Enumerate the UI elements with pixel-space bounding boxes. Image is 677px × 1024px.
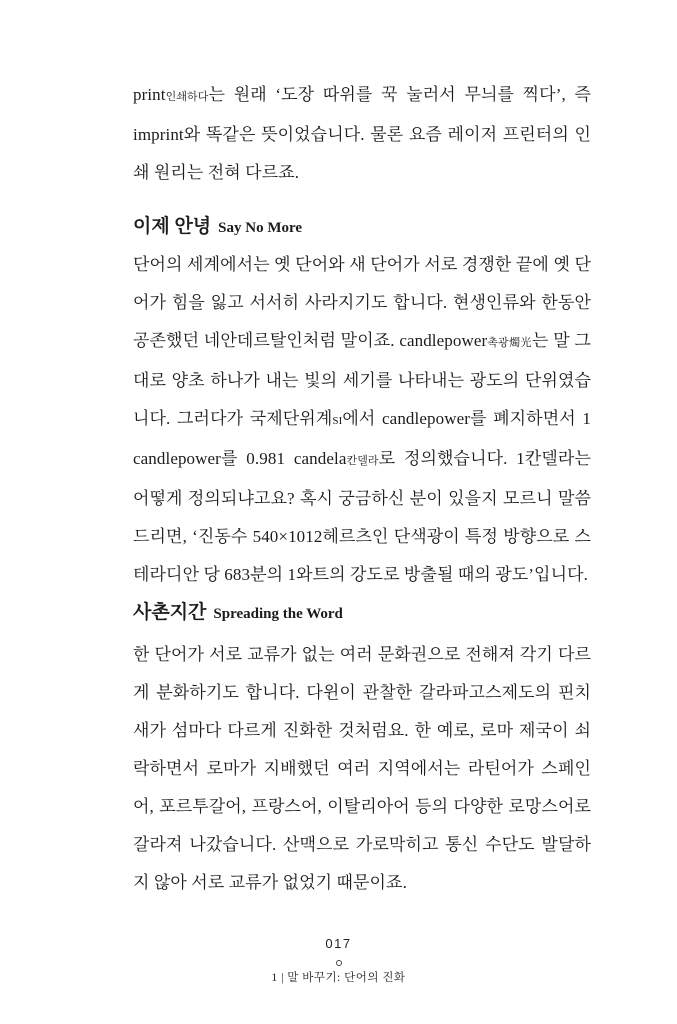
text-segment-latin: 0.981 candela bbox=[246, 449, 347, 468]
text-segment-small: 칸델라 bbox=[346, 455, 379, 467]
footer-page-number: 017 bbox=[325, 936, 352, 951]
footer-ornament-icon bbox=[336, 960, 342, 966]
section-heading-say-no-more bbox=[133, 212, 591, 243]
text-segment-normal: 한 단어가 서로 교류가 없는 여러 문화권으로 전해져 각기 다르게 분화하기도 합니다. 다윈이 관찰한 갈라파고스제도의 핀치 새가 섬마다 다르게 진화한 것처럼요. 한 예로, 로마 제국이 쇠락하면서 로마가 지배했던 여러 지역에서는 라틴어가 스페인어, 포르투갈어, 프랑스어, 이탈리아어 등의 다양한 로망스어로 갈라져 나갔습니다. 산맥으로 가로막히고 통신 수단도 발달하지 않아 서로 교류가 없었기 때문이죠. bbox=[133, 645, 591, 892]
text-segment-latin: candlepower bbox=[382, 409, 470, 428]
text-segment-latin: candlepower bbox=[399, 331, 488, 350]
text-segment-latin: imprint bbox=[133, 125, 184, 144]
heading-english: Say No More bbox=[218, 220, 303, 236]
text-segment-latin: 1 candlepower bbox=[133, 409, 591, 468]
text-segment-latin: print bbox=[133, 85, 166, 104]
text-segment-small: 인쇄하다 bbox=[165, 91, 209, 103]
text-segment-normal: 에서 bbox=[342, 409, 383, 428]
text-segment-small: SI bbox=[332, 415, 343, 427]
text-segment-normal: 단어의 세계에서는 옛 단어와 새 단어가 서로 경쟁한 끝에 옛 단어가 힘을 잃고 서서히 사라지기도 합니다. 현생인류와 한동안 공존했던 네안데르탈인처럼 말이죠. bbox=[133, 255, 591, 350]
text-segment-small: 촉광燭光 bbox=[487, 337, 532, 349]
text-segment-normal: 로 정의했습니다. 1칸델라는 어떻게 정의되냐고요? 혹시 궁금하신 분이 있을지 모르니 말씀드리면, ‘진동수 540×1012헤르츠인 단색광이 특정 방향으로 스테라디안 당 683분의 1와트의 강도로 방출될 때의 광도’입니다. bbox=[133, 449, 591, 584]
text-segment-normal: 는 말 그대로 양초 하나가 내는 빛의 세기를 나타내는 광도의 단위였습니다. 그러다가 국제단위계 bbox=[133, 331, 591, 428]
footer-chapter-title: 1 | 말 바꾸기: 단어의 진화 bbox=[271, 972, 406, 984]
text-segment-normal: 를 폐지하면서 bbox=[469, 409, 583, 428]
heading-english: Spreading the Word bbox=[213, 606, 343, 622]
paragraph-spreading bbox=[133, 636, 591, 902]
heading-korean: 이제 안녕 bbox=[133, 216, 212, 237]
text-segment-normal: 를 bbox=[220, 449, 247, 468]
heading-korean: 사촌지간 bbox=[133, 602, 207, 623]
paragraph-say-no-more bbox=[133, 246, 591, 594]
text-segment-normal: 는 원래 ‘도장 따위를 꾹 눌러서 무늬를 찍다’, 즉 bbox=[208, 85, 591, 104]
paragraph-print bbox=[133, 76, 591, 192]
text-segment-normal: 와 똑같은 뜻이었습니다. 물론 요즘 레이저 프린터의 인쇄 원리는 전혀 다르죠. bbox=[133, 125, 591, 182]
section-heading-spreading-the-word bbox=[133, 598, 591, 629]
